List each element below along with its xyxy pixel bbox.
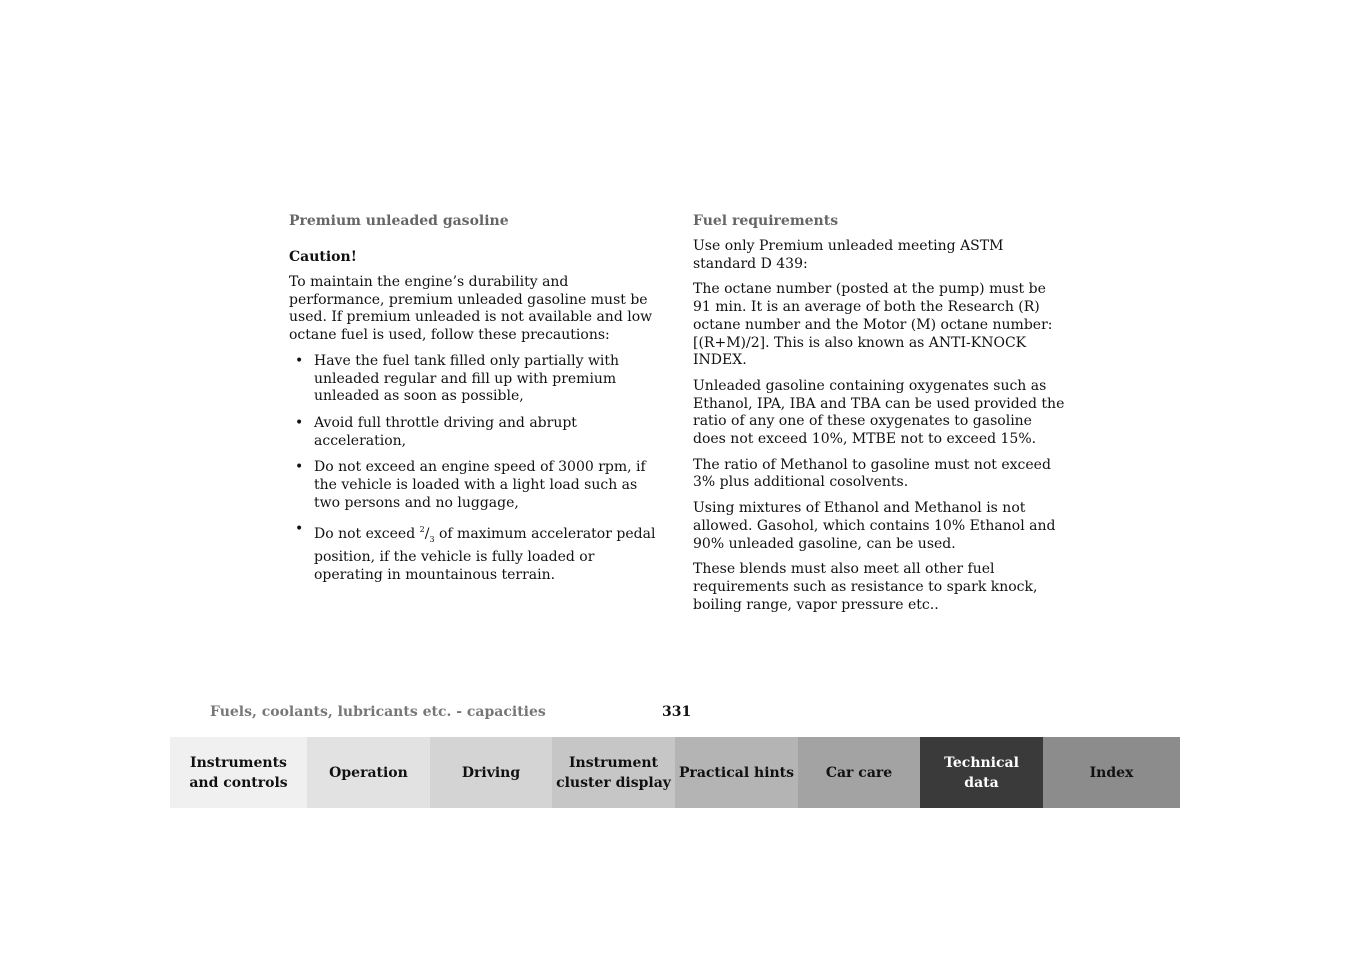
tab-practical-hints[interactable]: Practical hints <box>675 737 798 808</box>
chapter-tab-bar <box>170 737 1180 808</box>
tab-instrument-cluster-display[interactable]: Instrument cluster display <box>552 737 675 808</box>
caution-label: Caution! <box>289 249 357 265</box>
fraction-denominator: 3 <box>429 535 435 545</box>
list-item: • Do not exceed an engine speed of 3000 rpm, if the vehicle is loaded with a light load such as two persons and no luggage, <box>295 459 646 511</box>
fraction-numerator: 2 <box>419 525 425 535</box>
section-heading-fuel-requirements: Fuel requirements <box>693 213 839 229</box>
paragraph: The octane number (posted at the pump) must be 91 min. It is an average of both the Research (R) octane number and the Motor (M) octane number: [(R+M)/2]. This is also known as ANTI-KNOCK INDEX. <box>693 281 1053 369</box>
bullet-icon: • <box>295 521 304 538</box>
list-item: • Do not exceed $^2/_3$ of maximum accelerator pedal position, if the vehicle is fully loaded or operating in mountainous terrain. <box>295 521 656 583</box>
page-number: 331 <box>662 704 692 720</box>
paragraph: Use only Premium unleaded meeting ASTM standard D 439: <box>693 238 1004 272</box>
paragraph: The ratio of Methanol to gasoline must not exceed 3% plus additional cosolvents. <box>693 456 1051 491</box>
tab-car-care[interactable]: Car care <box>798 737 920 808</box>
list-item: • Avoid full throttle driving and abrupt acceleration, <box>295 414 577 449</box>
caution-intro: To maintain the engine’s durability and performance, premium unleaded gasoline must be used. If premium unleaded is not available and low octane fuel is used, follow these precautions: <box>289 274 653 344</box>
bullet-icon: • <box>295 414 304 431</box>
fraction-slash: / <box>424 526 430 543</box>
tab-instruments-and-controls[interactable]: Instruments and controls <box>170 737 307 808</box>
tab-technical-data[interactable]: Technical data <box>920 737 1043 808</box>
left-column <box>289 212 659 594</box>
tab-index[interactable]: Index <box>1043 737 1180 808</box>
list-item: • Have the fuel tank filled only partially with unleaded regular and fill up with premium unleaded as soon as possible, <box>295 352 620 405</box>
precautions-list <box>289 353 659 585</box>
tab-driving[interactable]: Driving <box>430 737 552 808</box>
tab-operation[interactable]: Operation <box>307 737 430 808</box>
right-column <box>693 212 1065 622</box>
footer-section-title: Fuels, coolants, lubricants etc. - capacities <box>210 704 546 720</box>
paragraph: Using mixtures of Ethanol and Methanol is not allowed. Gasohol, which contains 10% Ethanol and 90% unleaded gasoline, can be used. <box>693 500 1056 552</box>
section-heading-premium-unleaded: Premium unleaded gasoline <box>289 213 509 229</box>
paragraph: Unleaded gasoline containing oxygenates such as Ethanol, IPA, IBA and TBA can be used provided the ratio of any one of these oxygenates to gasoline does not exceed 10%, MTBE not to exceed 15%. <box>693 377 1065 448</box>
bullet-icon: • <box>295 352 304 369</box>
paragraph: These blends must also meet all other fuel requirements such as resistance to spark knock, boiling range, vapor pressure etc.. <box>693 561 1038 613</box>
bullet-icon: • <box>295 459 304 476</box>
